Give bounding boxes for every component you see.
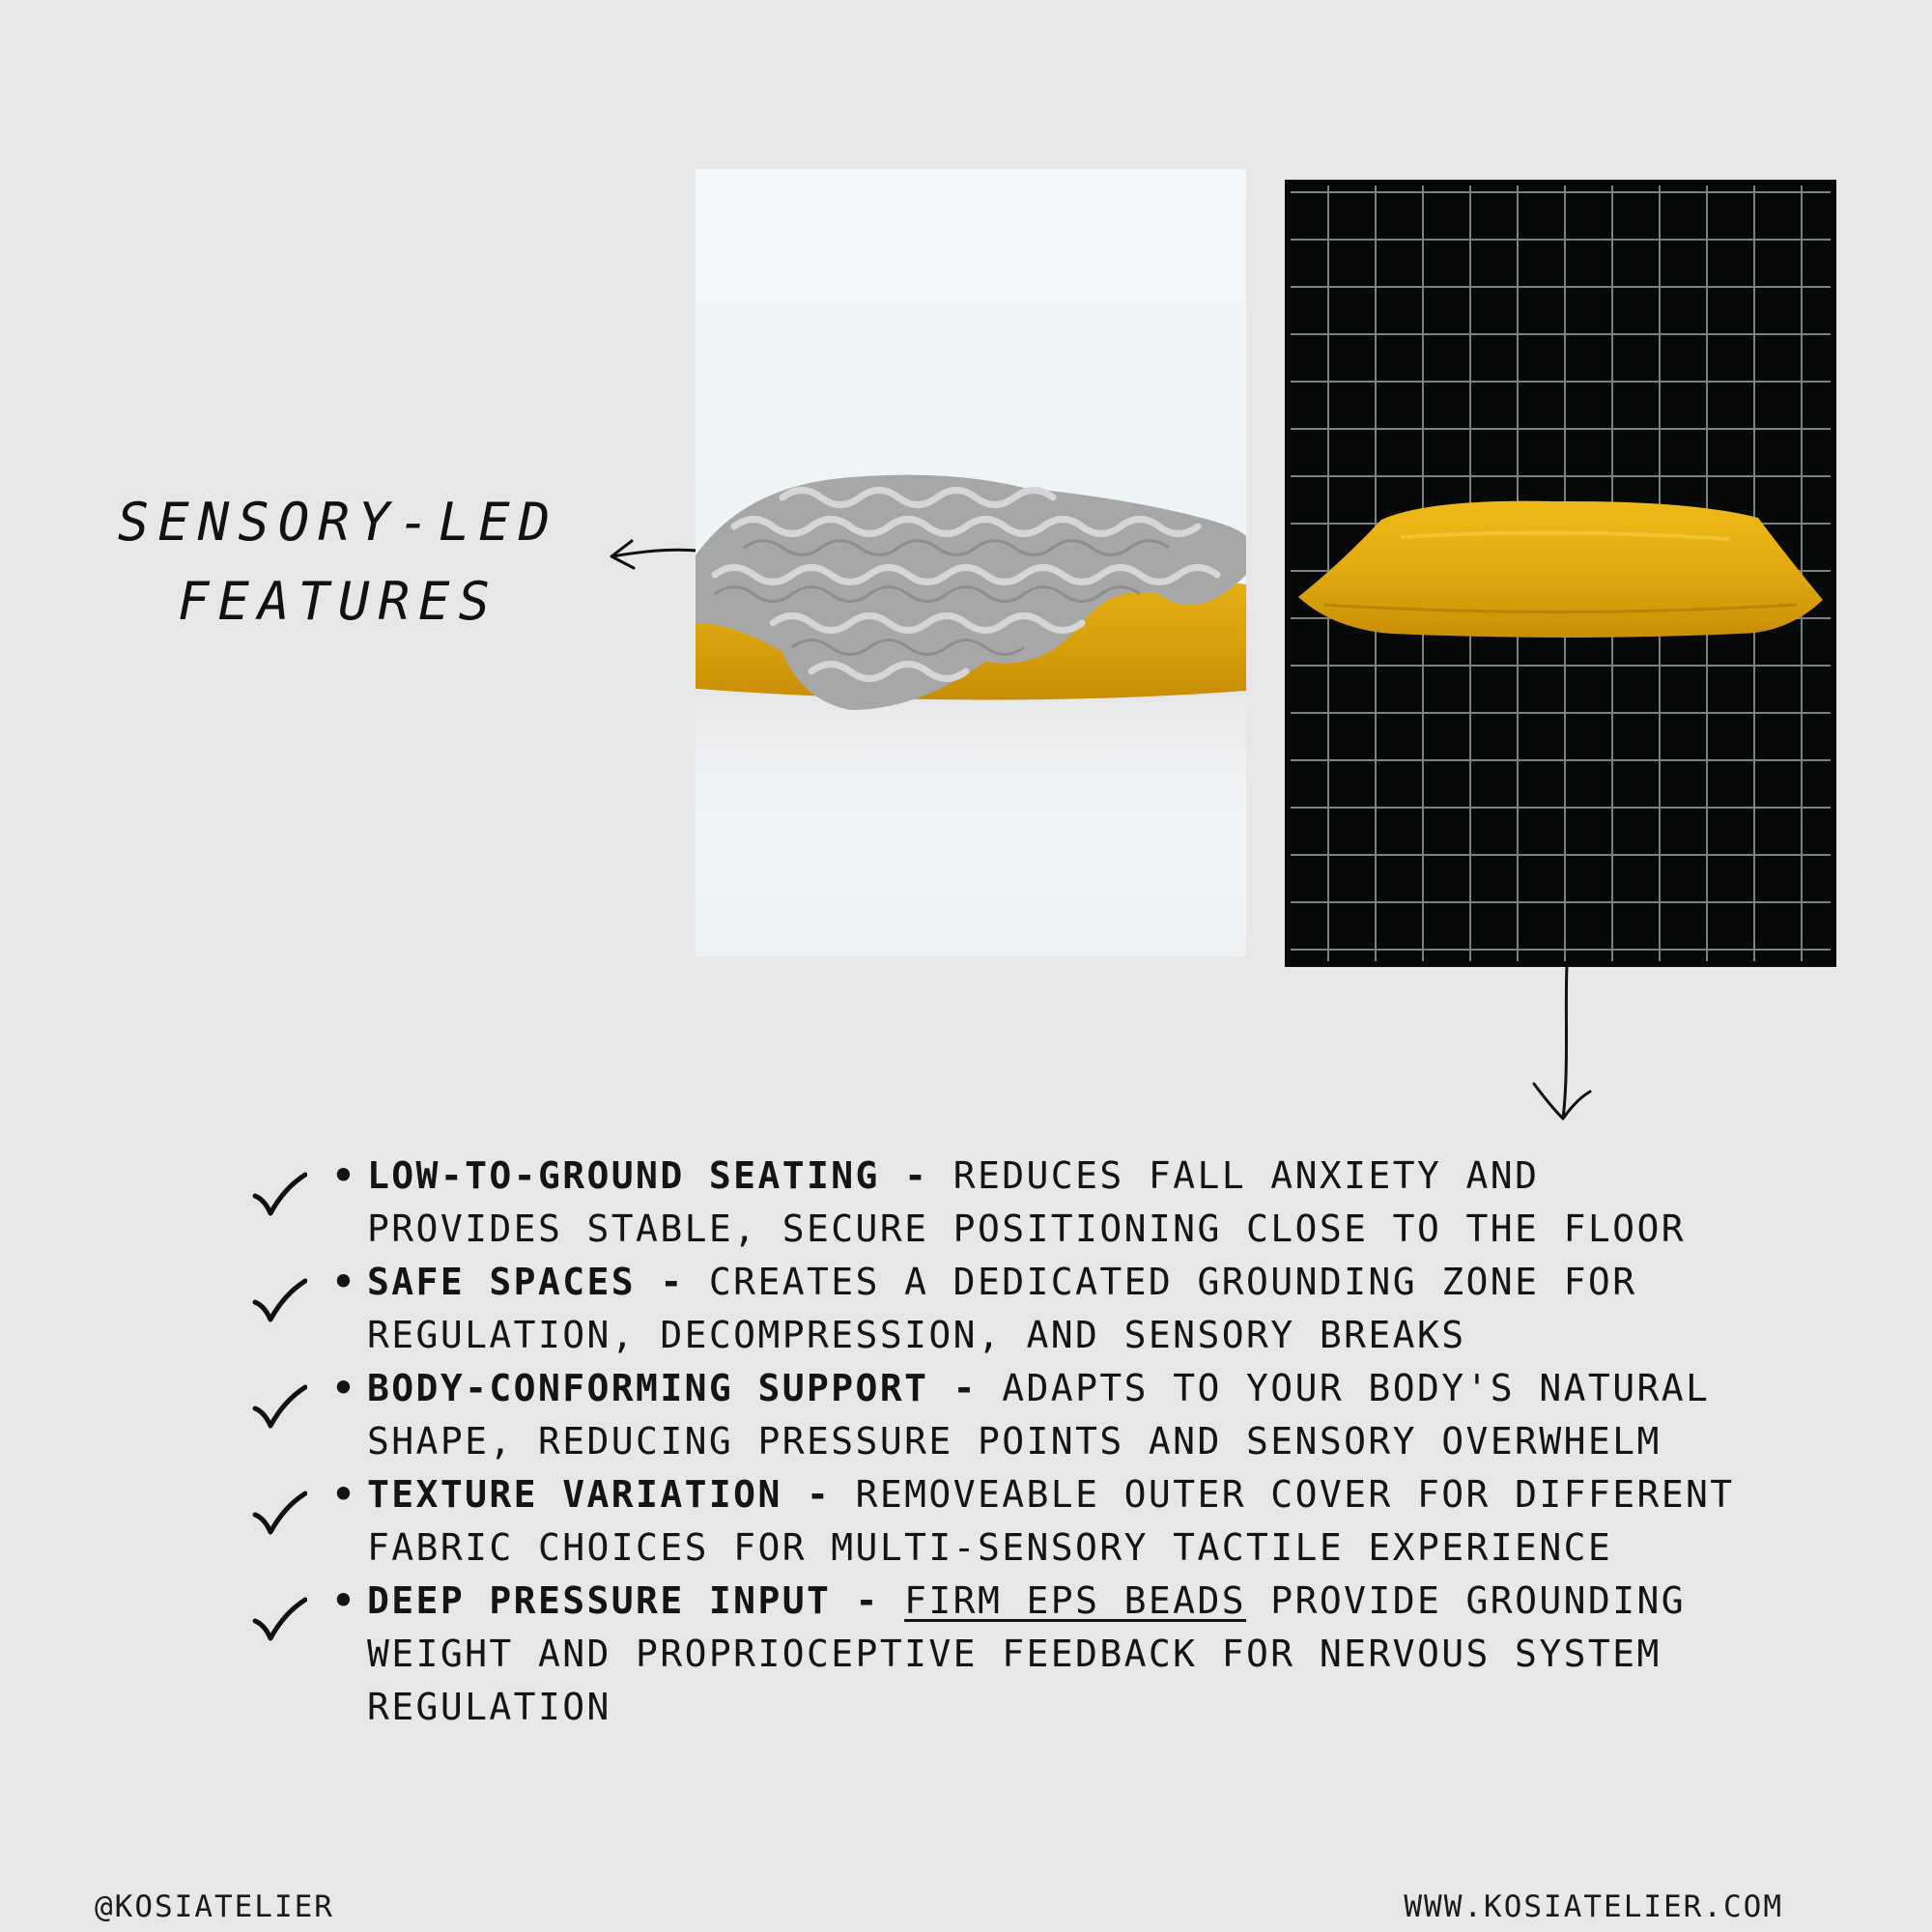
check-icon bbox=[251, 1277, 307, 1323]
knit-throw-cushion-photo bbox=[696, 169, 1246, 956]
feature-separator: - bbox=[831, 1579, 905, 1622]
feature-separator: - bbox=[636, 1261, 709, 1303]
arrow-left-icon bbox=[607, 533, 699, 578]
feature-highlight: FIRM EPS BEADS bbox=[904, 1579, 1247, 1622]
feature-text: CREATES A DEDICATED GROUNDING ZONE FOR REGULATION, DECOMPRESSION, AND SENSORY BREAKS bbox=[367, 1261, 1637, 1356]
title-line-2: FEATURES bbox=[177, 571, 499, 632]
bullet: • bbox=[332, 1579, 357, 1622]
feature-title: TEXTURE VARIATION bbox=[367, 1473, 782, 1516]
grid-cushion-photo bbox=[1285, 180, 1836, 967]
feature-title: DEEP PRESSURE INPUT bbox=[367, 1579, 832, 1622]
bullet: • bbox=[332, 1473, 357, 1516]
feature-separator: - bbox=[879, 1154, 953, 1197]
feature-title: BODY-CONFORMING SUPPORT bbox=[367, 1367, 929, 1409]
social-handle: @KOSIATELIER bbox=[95, 1889, 334, 1924]
check-icon bbox=[251, 1490, 307, 1536]
list-item bbox=[232, 1575, 1739, 1734]
check-icon bbox=[251, 1383, 307, 1430]
feature-text: ADAPTS TO YOUR BODY'S NATURAL SHAPE, REDUCING PRESSURE POINTS AND SENSORY OVERWHELM bbox=[367, 1367, 1711, 1463]
feature-text: REMOVEABLE OUTER COVER FOR DIFFERENT FABRIC CHOICES FOR MULTI-SENSORY TACTILE EXPERIENCE bbox=[367, 1473, 1735, 1569]
website-link[interactable]: WWW.KOSIATELIER.COM bbox=[1404, 1889, 1783, 1924]
feature-text: PROVIDE GROUNDING WEIGHT AND PROPRIOCEPTIVE FEEDBACK FOR NERVOUS SYSTEM REGULATION bbox=[367, 1579, 1687, 1728]
arrow-down-icon bbox=[1522, 964, 1600, 1128]
check-icon bbox=[251, 1596, 307, 1642]
feature-separator: - bbox=[781, 1473, 856, 1516]
feature-text: REDUCES FALL ANXIETY AND PROVIDES STABLE, SECURE POSITIONING CLOSE TO THE FLOOR bbox=[367, 1154, 1687, 1250]
feature-separator: - bbox=[928, 1367, 1003, 1409]
bullet: • bbox=[332, 1154, 357, 1197]
list-item bbox=[232, 1362, 1739, 1468]
title-line-1: SENSORY-LED bbox=[117, 492, 559, 553]
check-icon bbox=[251, 1171, 307, 1217]
feature-title: SAFE SPACES bbox=[367, 1261, 637, 1303]
bullet: • bbox=[332, 1367, 357, 1409]
page-title bbox=[77, 483, 599, 641]
feature-title: LOW-TO-GROUND SEATING bbox=[367, 1154, 880, 1197]
feature-list bbox=[232, 1150, 1739, 1734]
bullet: • bbox=[332, 1261, 357, 1303]
list-item bbox=[232, 1150, 1739, 1256]
list-item bbox=[232, 1256, 1739, 1362]
list-item bbox=[232, 1468, 1739, 1575]
